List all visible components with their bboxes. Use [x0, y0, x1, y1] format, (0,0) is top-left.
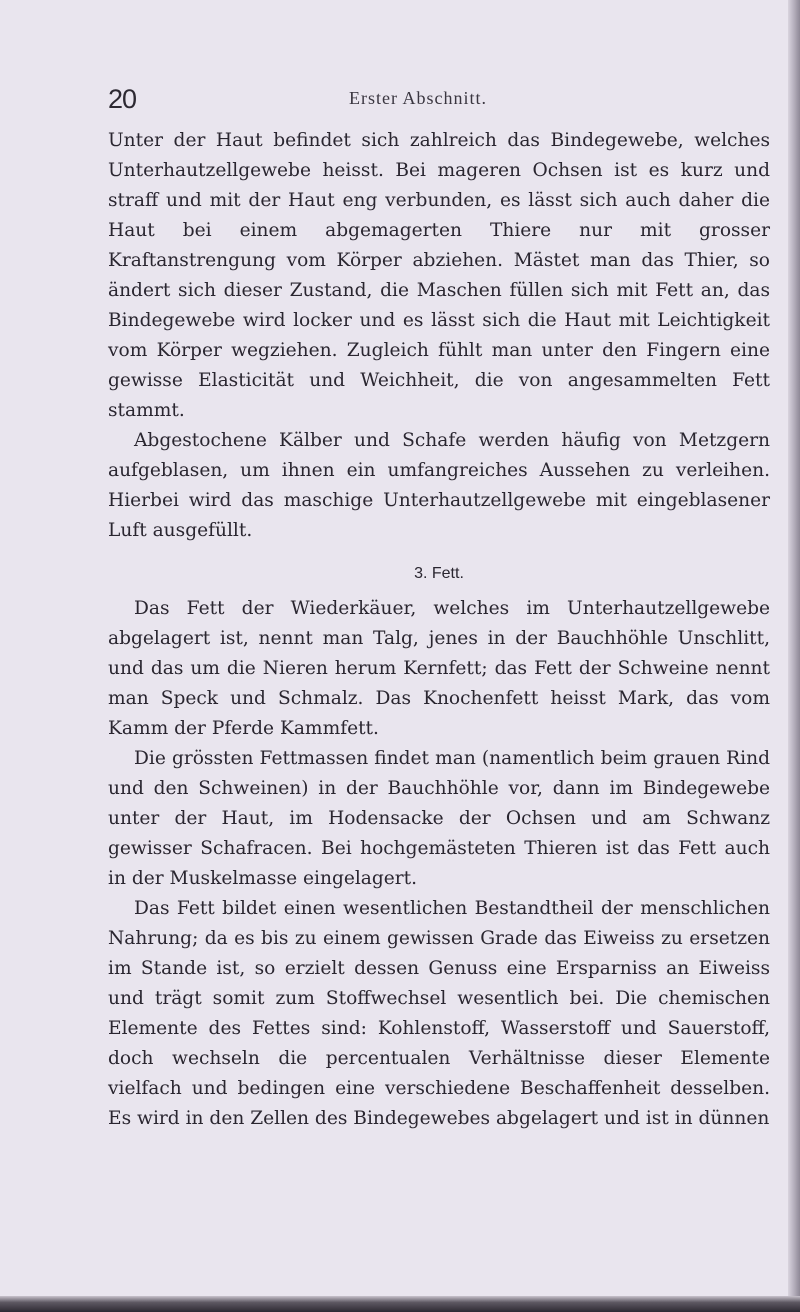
page-header	[108, 84, 748, 124]
running-head: Erster Abschnitt.	[349, 88, 487, 108]
page-edge-bottom	[0, 1296, 800, 1312]
paragraph: Das Fett bildet einen wesentlichen Bestandtheil der menschlichen Nahrung; da es bis zu einem gewissen Grade das Eiweiss zu ersetzen im Stande ist, so erzielt dessen Genuss eine Ersparniss an Eiweiss und trägt somit zum Stoffwechsel wesentlich bei. Die chemischen Elemente des Fettes sind: Kohlenstoff, Wasserstoff und Sauerstoff, doch wechseln die percentualen Verhältnisse dieser Elemente vielfach und bedingen eine verschiedene Beschaffenheit desselben. Es wird in den Zellen des Bindegewebes abgelagert und ist in dünnen	[108, 898, 770, 1129]
paragraph: Das Fett der Wiederkäuer, welches im Unterhautzellgewebe abgelagert ist, nennt man Talg, jenes in der Bauchhöhle Unschlitt, und das um die Nieren herum Kernfett; das Fett der Schweine nennt man Speck und Schmalz. Das Knochenfett heisst Mark, das vom Kamm der Pferde Kammfett.	[108, 598, 770, 739]
paragraph: Abgestochene Kälber und Schafe werden häufig von Metzgern aufgeblasen, um ihnen ein umfangreiches Aussehen zu verleihen. Hierbei wird das maschige Unterhautzellgewebe mit eingeblasener Luft ausgefüllt.	[108, 430, 770, 541]
paragraph: Unter der Haut befindet sich zahlreich das Bindegewebe, welches Unterhautzellgewebe heisst. Bei mageren Ochsen ist es kurz und straff und mit der Haut eng verbunden, es lässt sich auch daher die Haut bei einem abgemagerten Thiere nur mit grosser Kraftanstrengung vom Körper abziehen. Mästet man das Thier, so ändert sich dieser Zustand, die Maschen füllen sich mit Fett an, das Bindegewebe wird locker und es lässt sich die Haut mit Leichtigkeit vom Körper wegziehen. Zugleich fühlt man unter den Fingern eine gewisse Elasticität und Weichheit, die von angesammelten Fett stammt.	[108, 130, 770, 421]
paragraph: Die grössten Fettmassen findet man (namentlich beim grauen Rind und den Schweinen) in der Bauchhöhle vor, dann im Bindegewebe unter der Haut, im Hodensacke der Ochsen und am Schwanz gewisser Schafracen. Bei hochgemästeten Thieren ist das Fett auch in der Muskelmasse eingelagert.	[108, 748, 770, 889]
page-edge-right	[788, 0, 800, 1312]
section-heading: 3. Fett.	[414, 565, 464, 582]
body-text	[108, 126, 770, 1134]
page-number: 20	[108, 84, 137, 114]
